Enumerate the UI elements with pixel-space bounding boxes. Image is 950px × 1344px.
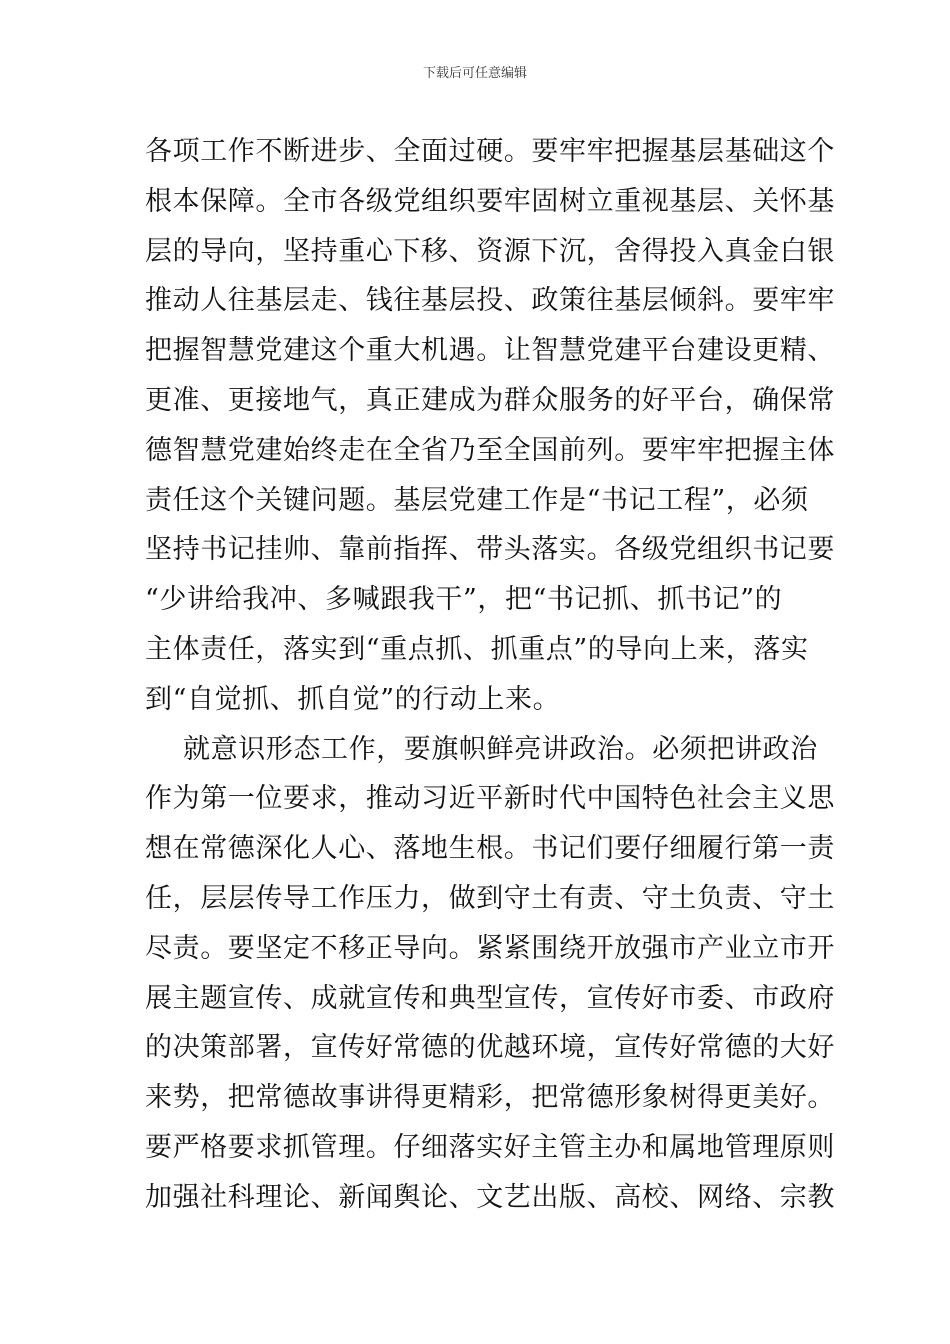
text-line: 作为第一位要求，推动习近平新时代中国特色社会主义思	[145, 783, 835, 815]
document-body	[145, 127, 835, 1223]
text-line: 尽责。要坚定不移正导向。紧紧围绕开放强市产业立市开	[145, 932, 835, 964]
text-line: 根本保障。全市各级党组织要牢固树立重视基层、关怀基	[145, 185, 835, 217]
text-line: 加强社科理论、新闻舆论、文艺出版、高校、网络、宗教	[145, 1181, 835, 1213]
text-line: 层的导向，坚持重心下移、资源下沉，舍得投入真金白银	[145, 235, 835, 267]
text-line: 任，层层传导工作压力，做到守土有责、守土负责、守土	[145, 882, 835, 914]
text-line: 到“自觉抓、抓自觉”的行动上来。	[145, 683, 561, 715]
text-line: 坚持书记挂帅、靠前指挥、带头落实。各级党组织书记要	[145, 534, 835, 566]
text-line: 来势，把常德故事讲得更精彩，把常德形象树得更美好。	[145, 1082, 835, 1114]
text-line: 把握智慧党建这个重大机遇。让智慧党建平台建设更精、	[145, 335, 835, 367]
text-line: 想在常德深化人心、落地生根。书记们要仔细履行第一责	[145, 833, 835, 865]
text-line: 更准、更接地气，真正建成为群众服务的好平台，确保常	[145, 384, 835, 416]
text-line: 的决策部署，宣传好常德的优越环境，宣传好常德的大好	[145, 1032, 835, 1064]
text-line: 责任这个关键问题。基层党建工作是“书记工程”，必须	[145, 484, 809, 516]
text-line: 各项工作不断进步、全面过硬。要牢牢把握基层基础这个	[145, 136, 835, 167]
text-line: 展主题宣传、成就宣传和典型宣传，宣传好市委、市政府	[145, 982, 835, 1014]
text-line: “少讲给我冲、多喊跟我干”，把“书记抓、抓书记”的	[145, 584, 783, 616]
page-header-note: 下载后可任意编辑	[422, 66, 527, 81]
text-line: 要严格要求抓管理。仔细落实好主管主办和属地管理原则	[145, 1131, 835, 1163]
text-line: 主体责任，落实到“重点抓、抓重点”的导向上来，落实	[145, 633, 809, 665]
text-line: 德智慧党建始终走在全省乃至全国前列。要牢牢把握主体	[145, 434, 835, 466]
text-line: 推动人往基层走、钱往基层投、政策往基层倾斜。要牢牢	[145, 285, 835, 317]
paragraph-first-line: 就意识形态工作，要旗帜鲜亮讲政治。必须把讲政治	[183, 733, 818, 765]
